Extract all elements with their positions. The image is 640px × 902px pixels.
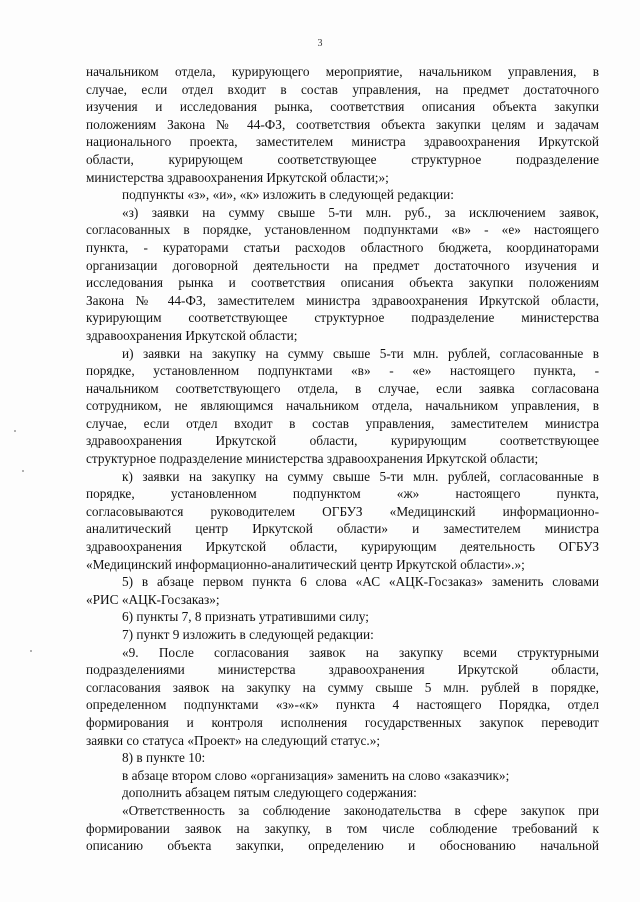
text-line: 8) в пункте 10: <box>122 750 206 766</box>
text-line: организации договорной деятельности на предмет достаточного изучения и <box>86 257 599 273</box>
text-line: «з) заявки на сумму свыше 5-ти млн. руб., за исключением заявок, <box>122 204 599 220</box>
page-number: 3 <box>317 38 323 49</box>
text-line: «Медицинский информационно-аналитический центр Иркутской области».»; <box>86 556 525 572</box>
scan-speck <box>30 650 32 652</box>
text-line: согласования заявок на закупку на сумму свыше 5 млн. рублей в порядке, <box>86 679 599 695</box>
text-line: заявки со статуса «Проект» на следующий статус.»; <box>86 732 381 748</box>
text-line: подразделениями министерства здравоохранения Иркутской области, <box>86 662 599 678</box>
text-line: к) заявки на закупку на сумму свыше 5-ти млн. рублей, согласованные в <box>122 468 599 484</box>
text-line: подпункты «з», «и», «к» изложить в следующей редакции: <box>122 187 454 203</box>
text-line: 7) пункт 9 изложить в следующей редакции: <box>122 627 374 642</box>
text-line: «Ответственность за соблюдение законодательства в сфере закупок при <box>122 802 599 818</box>
text-line: структурное подразделение министерства здравоохранения Иркутской области; <box>86 451 539 467</box>
scan-speck <box>22 470 24 472</box>
text-line: случае, если отдел входит в состав управления, заместителем министра <box>86 415 599 431</box>
text-line: формирования и контроля исполнения государственных закупок переводит <box>86 714 599 730</box>
text-line: дополнить абзацем пятым следующего содержания: <box>122 785 417 801</box>
text-line: здравоохранения Иркутской области, курирующим соответствующее <box>86 433 599 449</box>
text-line: случае, если отдел входит в состав управления, на предмет достаточного <box>86 81 599 97</box>
text-line: порядке, установленном подпунктом «ж» настоящего пункта, <box>86 486 599 502</box>
document-body <box>86 63 599 855</box>
text-line: Закона № 44-ФЗ, заместителем министра здравоохранения Иркутской области, <box>86 292 599 308</box>
text-line: формировании заявок на закупку, в том числе соблюдение требований к <box>86 820 599 836</box>
scan-speck <box>14 430 16 432</box>
text-line: пункта, - кураторами статьи расходов областного бюджета, координаторами <box>86 239 599 255</box>
text-line: начальником отдела, курирующего мероприятие, начальником управления, в <box>86 64 599 79</box>
text-line: начальником соответствующего отдела, в случае, если заявка согласована <box>86 380 599 396</box>
text-line: аналитический центр Иркутской области» и заместителем министра <box>86 521 599 537</box>
text-line: согласованных в порядке, установленном подпунктами «в» - «е» настоящего <box>86 222 599 238</box>
text-line: министерства здравоохранения Иркутской области;»; <box>86 169 389 185</box>
text-line: и) заявки на закупку на сумму свыше 5-ти млн. рублей, согласованные в <box>122 345 599 361</box>
text-line: определенном подпунктами «з»-«к» пункта 4 настоящего Порядка, отдел <box>86 697 599 713</box>
text-line: области, курирующем соответствующее структурное подразделение <box>86 151 599 167</box>
text-line: описанию объекта закупки, определению и обоснованию начальной <box>86 838 599 854</box>
text-line: национального проекта, заместителем министра здравоохранения Иркутской <box>86 134 599 150</box>
text-line: курирующим соответствующее структурное подразделение министерства <box>86 310 599 326</box>
text-line: исследования рынка и соответствия описания объекта закупки положениям <box>86 275 599 291</box>
text-line: порядке, установленном подпунктами «в» - «е» настоящего пункта, - <box>86 363 599 379</box>
text-line: в абзаце втором слово «организация» заменить на слово «заказчик»; <box>122 767 510 783</box>
text-line: 6) пункты 7, 8 признать утратившими силу; <box>122 609 369 625</box>
text-line: изучения и исследования рынка, соответствия описания объекта закупки <box>86 99 599 115</box>
text-line: положениям Закона № 44-ФЗ, соответствия объекта закупки целям и задачам <box>86 116 599 132</box>
text-line: сотрудником, не являющимся начальником отдела, начальником управления, в <box>86 398 599 414</box>
text-line: здравоохранения Иркутской области, курирующим деятельность ОГБУЗ <box>86 539 599 555</box>
text-line: согласовываются руководителем ОГБУЗ «Медицинский информационно- <box>86 503 599 519</box>
text-line: здравоохранения Иркутской области; <box>86 327 298 343</box>
text-line: 5) в абзаце первом пункта 6 слова «АС «АЦК-Госзаказ» заменить словами <box>122 574 599 590</box>
text-line: «РИС «АЦК-Госзаказ»; <box>86 591 220 607</box>
text-line: «9. После согласования заявок на закупку всеми структурными <box>122 644 599 660</box>
